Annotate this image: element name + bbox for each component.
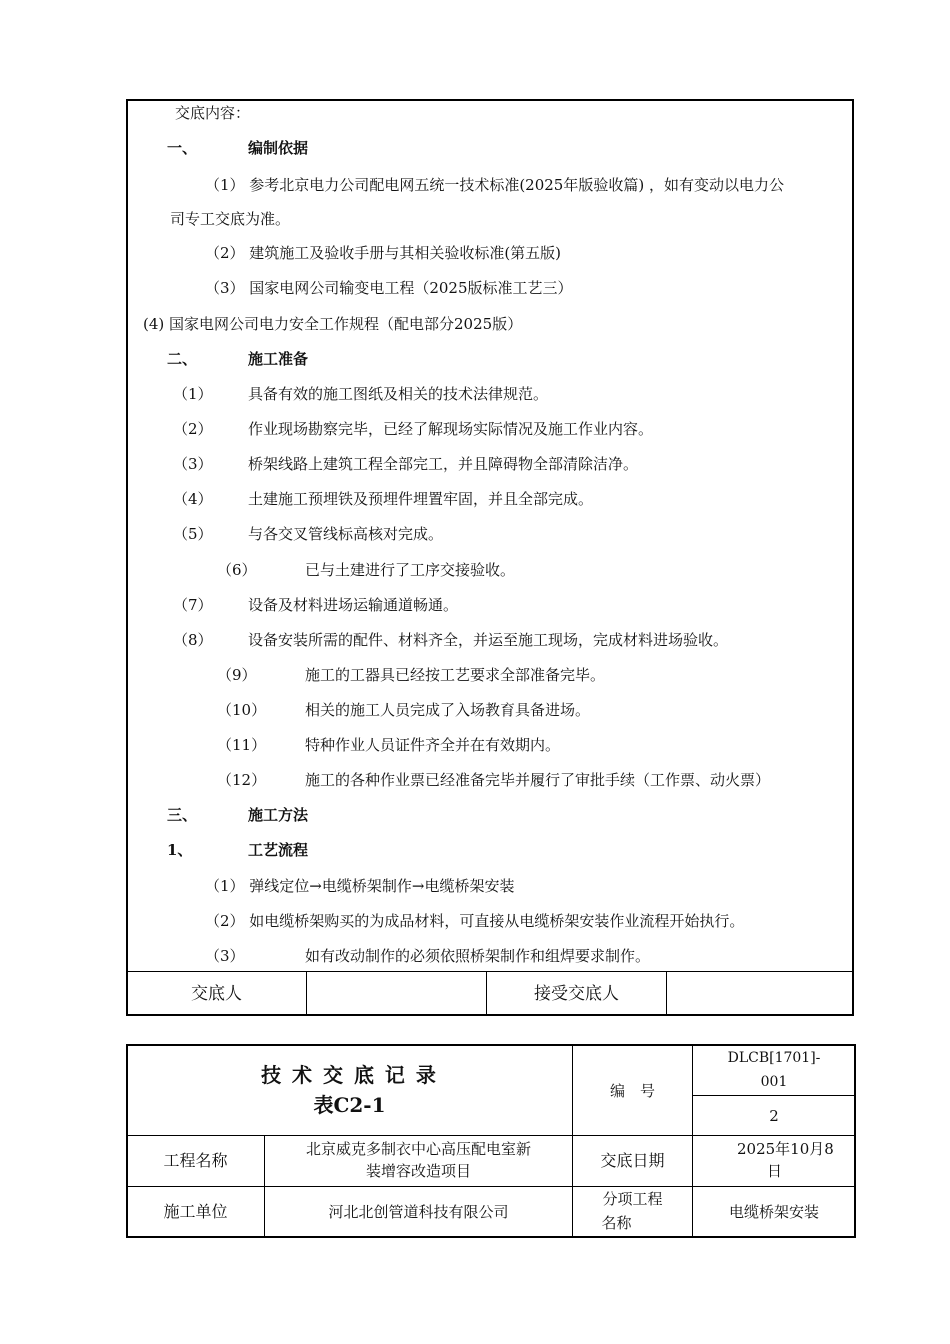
page-number: 2: [769, 1106, 779, 1125]
code-label: 编 号: [609, 1081, 655, 1100]
prep-item-5-number: （5）: [173, 525, 213, 543]
prep-item-10-number: （10）: [217, 701, 267, 719]
basis-item-1-cont: 司专工交底为准。: [170, 210, 291, 228]
code-value-line-2: 001: [760, 1074, 788, 1090]
process-item-1: （1） 弹线定位→电缆桥架制作→电缆桥架安装: [205, 877, 515, 895]
process-item-2: （2） 如电缆桥架购买的为成品材料，可直接从电缆桥架安装作业流程开始执行。: [205, 912, 745, 930]
section-1-number: 一、: [167, 139, 198, 157]
prep-item-11-number: （11）: [217, 736, 267, 754]
construction-unit-value: 河北北创管道科技有限公司: [328, 1203, 509, 1221]
subsection-1-number: 1、: [167, 841, 193, 859]
form-subtitle: 表C2-1: [313, 1093, 386, 1117]
subsection-1-title: 工艺流程: [248, 841, 309, 859]
subitem-label: [573, 1187, 692, 1237]
subitem-label-line-2: 名称: [601, 1214, 632, 1232]
prep-item-9-text: 施工的工器具已经按工艺要求全部准备完毕。: [305, 666, 606, 684]
prep-item-7-text: 设备及材料进场运输通道畅通。: [248, 596, 459, 614]
receiver-signature-field[interactable]: [667, 972, 853, 1016]
project-name-line-2: 装增容改造项目: [365, 1162, 471, 1180]
prep-item-4-text: 土建施工预埋铁及预埋件埋置牢固，并且全部完成。: [248, 490, 594, 508]
construction-unit-label: 施工单位: [163, 1202, 228, 1221]
prep-item-9-number: （9）: [217, 666, 257, 684]
prep-item-3-text: 桥架线路上建筑工程全部完工，并且障碍物全部清除洁净。: [248, 455, 639, 473]
code-value-line-1: DLCB[1701]-: [727, 1050, 821, 1066]
prep-item-12-text: 施工的各种作业票已经准备完毕并履行了审批手续（工作票、动火票）: [305, 771, 771, 789]
code-value: [693, 1046, 855, 1095]
prep-item-10-text: 相关的施工人员完成了入场教育具备进场。: [305, 701, 591, 719]
section-2-title: 施工准备: [248, 350, 309, 368]
date-value-line-1: 2025年10月8: [737, 1140, 834, 1158]
project-name-label: 工程名称: [163, 1151, 228, 1170]
project-name-value: [265, 1138, 572, 1186]
giver-signature-field[interactable]: [307, 972, 486, 1016]
subitem-label-line-1: 分项工程: [602, 1190, 663, 1208]
receiver-label: 接受交底人: [534, 984, 619, 1004]
prep-item-4-number: （4）: [173, 490, 213, 508]
subitem-value: 电缆桥架安装: [728, 1203, 819, 1221]
prep-item-2-number: （2）: [173, 420, 213, 438]
process-item-3-number: （3）: [205, 947, 245, 965]
project-name-line-1: 北京威克多制衣中心高压配电室新: [305, 1140, 531, 1158]
date-value-line-2: 日: [767, 1162, 783, 1180]
prep-item-1-number: （1）: [173, 385, 213, 403]
prep-item-8-number: （8）: [173, 631, 213, 649]
prep-item-6-text: 已与土建进行了工序交接验收。: [305, 561, 516, 579]
section-2-number: 二、: [167, 350, 198, 368]
prep-item-8-text: 设备安装所需的配件、材料齐全，并运至施工现场，完成材料进场验收。: [248, 631, 729, 649]
section-1-title: 编制依据: [248, 139, 309, 157]
basis-item-3: （3） 国家电网公司输变电工程（2025版标准工艺三）: [205, 279, 573, 297]
process-item-3-text: 如有改动制作的必须依照桥架制作和组焊要求制作。: [305, 947, 651, 965]
section-3-title: 施工方法: [248, 806, 309, 824]
prep-item-7-number: （7）: [173, 596, 213, 614]
basis-item-1: （1） 参考北京电力公司配电网五统一技术标准(2025年版验收篇) ，如有变动以电力公: [205, 176, 784, 194]
basis-item-4: (4) 国家电网公司电力安全工作规程（配电部分2025版）: [143, 315, 523, 333]
prep-item-6-number: （6）: [217, 561, 257, 579]
prep-item-5-text: 与各交叉管线标高核对完成。: [248, 525, 444, 543]
prep-item-12-number: （12）: [217, 771, 267, 789]
giver-label: 交底人: [191, 984, 242, 1004]
date-value: [693, 1138, 855, 1186]
basis-item-2: （2） 建筑施工及验收手册与其相关验收标准(第五版): [205, 244, 562, 262]
prep-item-2-text: 作业现场勘察完毕，已经了解现场实际情况及施工作业内容。: [248, 420, 654, 438]
date-label: 交底日期: [600, 1151, 665, 1170]
prep-item-11-text: 特种作业人员证件齐全并在有效期内。: [305, 736, 561, 754]
form-title: 技 术 交 底 记 录: [261, 1063, 438, 1087]
prep-item-1-text: 具备有效的施工图纸及相关的技术法律规范。: [248, 385, 549, 403]
content-header: 交底内容：: [175, 104, 251, 122]
prep-item-3-number: （3）: [173, 455, 213, 473]
section-3-number: 三、: [167, 806, 198, 824]
